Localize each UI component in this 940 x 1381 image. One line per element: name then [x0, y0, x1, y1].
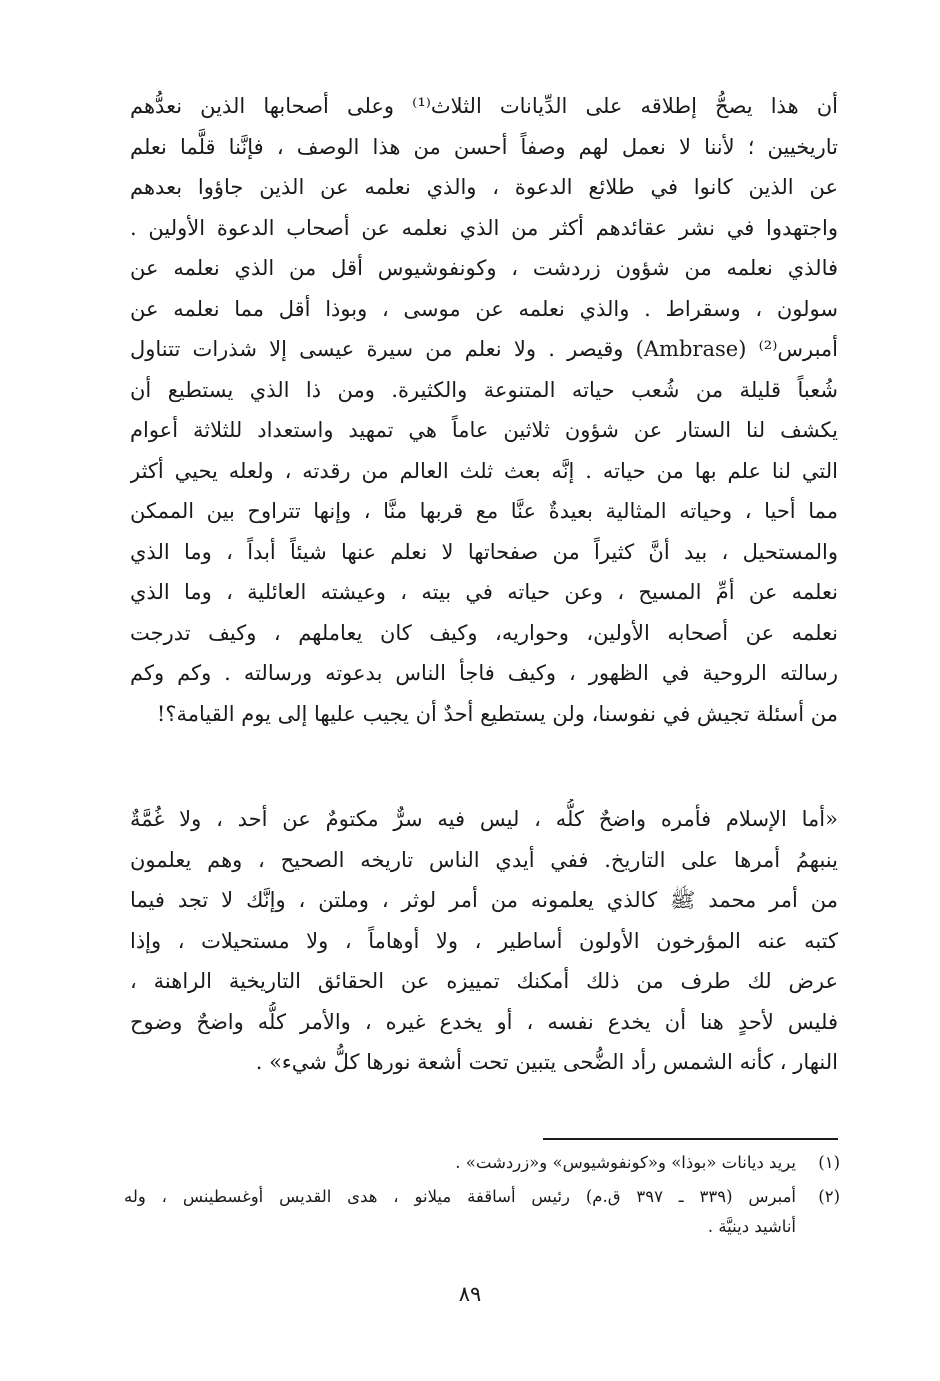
text-line: من أمر محمد ﷺ كالذي يعلمونه من أمر لوثر ، وملتن ، وإنَّك لا تجد فيما: [130, 888, 838, 912]
text-line: أمبرس⁽²⁾ (Ambrase) وقيصر . ولا نعلم من سيرة عيسى إلا شذرات تتناول: [130, 337, 838, 361]
footnote-divider: [543, 1138, 838, 1140]
text-line: أن هذا يصحُّ إطلاقه على الدِّيانات الثلاث⁽¹⁾ وعلى أصحابها الذين نعدُّهم: [130, 94, 838, 118]
text-line: التي لنا علم بها من حياته . إنَّه بعث ثلث العالم من رقدته ، ولعله يحيي أكثر: [130, 458, 838, 483]
footnotes: [124, 1148, 840, 1242]
text-line: عن الذين كانوا في طلائع الدعوة ، والذي نعلمه عن الذين جاؤوا بعدهم: [130, 175, 838, 199]
footnote: [124, 1148, 840, 1178]
text-line: سولون ، وسقراط . والذي نعلمه عن موسى ، وبوذا أقل مما نعلمه عن: [130, 296, 838, 321]
text-line: واجتهدوا في نشر عقائدهم أكثر من الذي نعلمه عن أصحاب الدعوة الأولين .: [130, 215, 838, 240]
text-line: «أما الإسلام فأمره واضحٌ كلُّه ، ليس فيه سرٌّ مكتومٌ عن أحد ، ولا غُمَّةٌ: [130, 807, 838, 831]
paragraph: [130, 86, 838, 734]
text-line: يكشف لنا الستار عن شؤون ثلاثين عاماً هي تمهيد واستعداد للثلاثة أعوام: [130, 418, 838, 442]
text-line: فليس لأحدٍ هنا أن يخدع نفسه ، أو يخدع غيره ، والأمر كلُّه واضحٌ وضوح: [130, 1009, 838, 1034]
text-line: شُعباً قليلة من شُعب حياته المتنوعة والكثيرة. ومن ذا الذي يستطيع أن: [130, 377, 838, 402]
text-line: رسالته الروحية في الظهور ، وكيف فاجأ الناس بدعوته ورسالته . وكم وكم: [130, 661, 838, 685]
footnote-line: يريد ديانات «بوذا» و«كونفوشيوس» و«زردشت» .: [455, 1153, 796, 1172]
quote-paragraph: [130, 799, 838, 1083]
text-line: من أسئلة تجيش في نفوسنا، ولن يستطيع أحدٌ أن يجيب عليها إلى يوم القيامة؟!: [156, 701, 838, 726]
footnote-line: أمبرس (٣٣٩ ـ ٣٩٧ ق.م) رئيس أساقفة ميلانو ، هدى القديس أوغسطينس ، وله: [124, 1187, 796, 1206]
footnote-number: (١): [818, 1153, 840, 1172]
text-line: النهار ، كأنه الشمس رأد الضُّحى يتبين تحت أشعة نورها كلُّ شيء» .: [255, 1050, 838, 1074]
text-line: تاريخيين ؛ لأننا لا نعمل لهم وصفاً أحسن من هذا الوصف ، فإنَّنا قلَّما نعلم: [130, 134, 838, 159]
footnote-number: (٢): [818, 1187, 840, 1206]
page-number: ٨٩: [458, 1282, 482, 1306]
text-line: ينبهمُ أمرها على التاريخ. ففي أيدي الناس تاريخه الصحيح ، وهم يعلمون: [130, 847, 838, 872]
footnote-line: أناشيد دينيَّة .: [707, 1217, 796, 1236]
text-line: والمستحيل ، بيد أنَّ كثيراً من صفحاتها لا نعلم عنها شيئاً أبداً ، وما الذي: [130, 539, 838, 564]
text-line: نعلمه عن أمِّ المسيح ، وعن حياته في بيته ، وعيشته العائلية ، وما الذي: [130, 580, 838, 604]
text-line: مما أحيا ، وحياته المثالية بعيدةٌ عنَّا مع قربها منَّا ، وإنها تتراوح بين الممكن: [130, 499, 838, 523]
text-line: عرض لك طرف من ذلك أمكنك تمييزه عن الحقائق التاريخية الراهنة ،: [130, 969, 838, 993]
text-line: فالذي نعلمه من شؤون زردشت ، وكونفوشيوس أقل من الذي نعلمه عن: [130, 256, 838, 280]
text-line: نعلمه عن أصحابه الأولين، وحواريه، وكيف كان يعاملهم ، وكيف تدرجت: [130, 620, 838, 645]
text-line: كتبه عنه المؤرخون الأولون أساطير ، ولا أوهاماً ، ولا مستحيلات ، وإذا: [130, 928, 838, 953]
footnote: [124, 1182, 840, 1242]
